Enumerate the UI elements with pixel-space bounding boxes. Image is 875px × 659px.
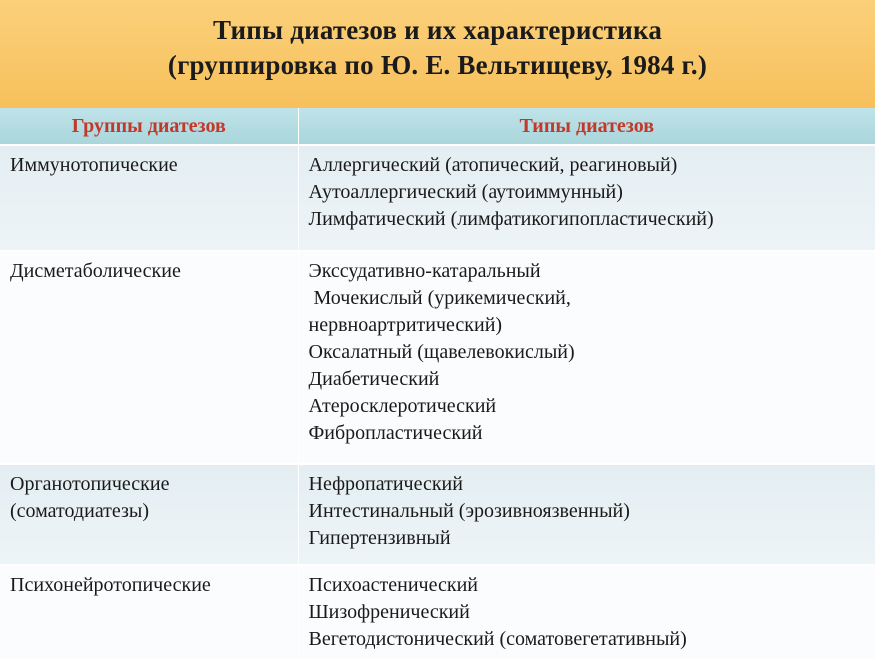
type-item: Нефропатический (308, 473, 463, 495)
group-name: Иммунотопические (10, 154, 178, 176)
table-row (0, 565, 875, 659)
group-subtitle: (соматодиатезы) (10, 500, 150, 522)
type-item: Психоастенический (308, 574, 478, 596)
table-header-row (0, 108, 875, 145)
types-cell (298, 565, 875, 659)
slide-title-line-1: Типы диатезов и их характеристика (212, 15, 663, 45)
type-item: Аутоаллергический (аутоиммунный) (308, 181, 623, 203)
table-row (0, 464, 875, 565)
types-cell (298, 464, 875, 565)
type-item: Вегетодистонический (соматовегетативный) (308, 628, 687, 650)
table-row (0, 145, 875, 251)
group-cell (0, 145, 298, 251)
group-cell (0, 464, 298, 565)
group-name: Психонейротопические (10, 574, 211, 596)
header-groups: Группы диатезов (0, 108, 298, 145)
type-item: нервноартритический) (308, 314, 503, 336)
type-item: Лимфатический (лимфатикогипопластический) (308, 208, 714, 230)
group-name: Дисметаболические (10, 260, 181, 282)
type-item: Оксалатный (щавелевокислый) (308, 341, 575, 363)
type-item: Диабетический (308, 368, 440, 390)
type-item: Экссудативно-катаральный (308, 260, 541, 282)
diathesis-table (0, 108, 875, 659)
types-cell (298, 251, 875, 464)
table-row (0, 251, 875, 464)
slide-title-line-2: (группировка по Ю. Е. Вельтищеву, 1984 г.) (167, 50, 708, 80)
type-item: Гипертензивный (308, 527, 451, 549)
group-cell (0, 565, 298, 659)
title-bar (0, 0, 875, 108)
header-types: Типы диатезов (298, 108, 875, 145)
group-name: Органотопические (10, 473, 170, 495)
type-item: Атеросклеротический (308, 395, 497, 417)
types-cell (298, 145, 875, 251)
type-item: Шизофренический (308, 601, 470, 623)
type-item: Фибропластический (308, 422, 483, 444)
type-item: Аллергический (атопический, реагиновый) (308, 154, 678, 176)
type-item: Мочекислый (урикемический, (308, 287, 571, 309)
type-item: Интестинальный (эрозивноязвенный) (308, 500, 630, 522)
group-cell (0, 251, 298, 464)
